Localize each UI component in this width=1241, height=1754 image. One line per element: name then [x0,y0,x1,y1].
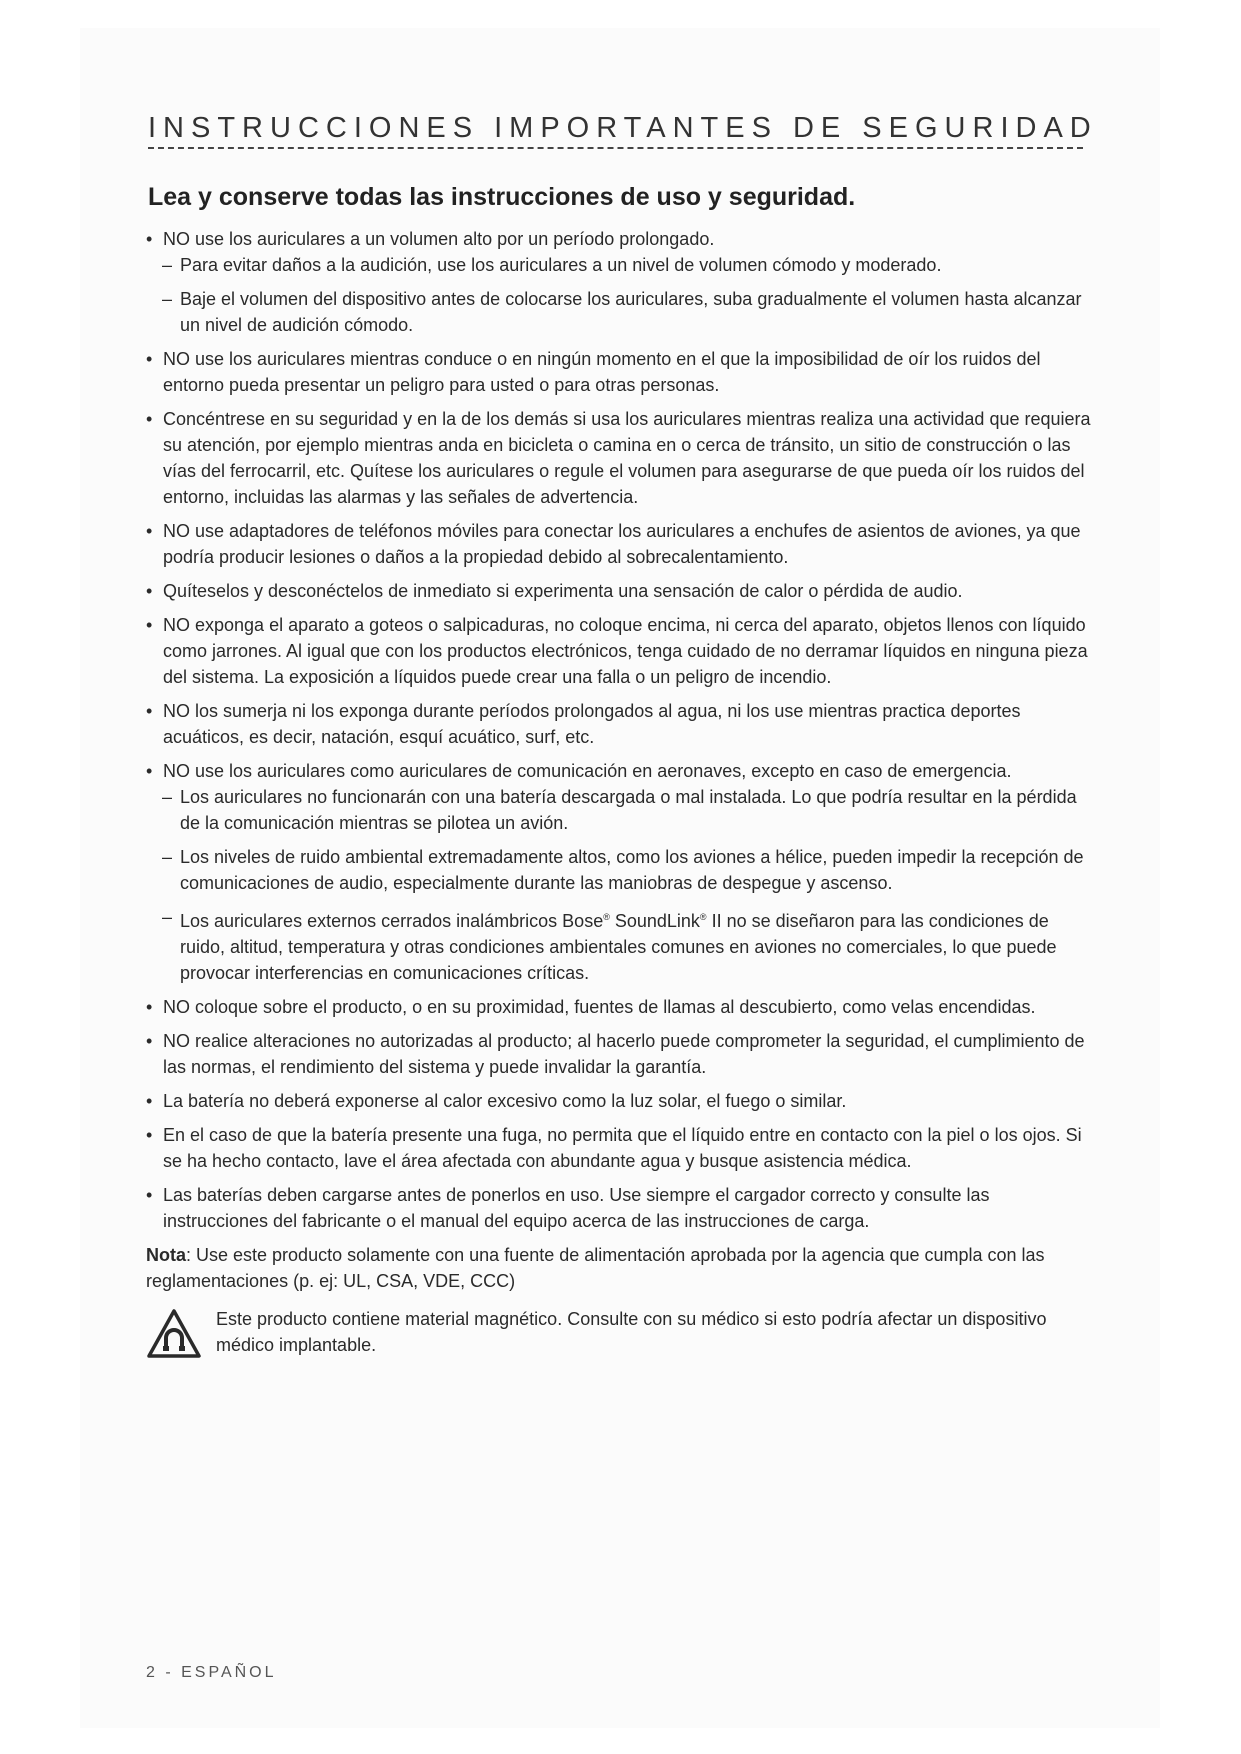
text-part: Los auriculares externos cerrados inalámbricos Bose [180,911,604,931]
warning-text: Este producto contiene material magnético. Consulte con su médico si esto podría afectar un dispositivo médico implantable. [216,1309,1047,1355]
sub-list-item [146,844,1091,896]
magnetic-warning [146,1306,1091,1366]
bullet: • [146,701,153,721]
magnet-warning-icon [146,1308,202,1360]
sub-list-item [146,252,1091,278]
item-text: NO use los auriculares como auriculares de comunicación en aeronaves, excepto en caso de emergencia. [163,761,1012,781]
bullet: • [146,997,153,1017]
list-item [146,1028,1091,1080]
dash: – [162,907,173,927]
bullet: • [146,1031,153,1051]
registered-mark: ® [699,912,707,922]
dashed-divider [148,147,1083,149]
list-item [146,226,1091,252]
note-text: : Use este producto solamente con una fuente de alimentación aprobada por la agencia que cumpla con las reglamentaciones (p. ej: UL, CSA, VDE, CCC) [146,1245,1045,1291]
item-text: NO use los auriculares mientras conduce o en ningún momento en el que la imposibilidad de oír los ruidos del entorno pueda presentar un peligro para usted o para otras personas. [163,349,1041,395]
item-text [180,911,1057,983]
page-footer: 2 - ESPAÑOL [146,1664,277,1681]
dash: – [162,255,173,275]
sub-list-item [146,286,1091,338]
bullet: • [146,409,153,429]
list-item [146,1088,1091,1114]
item-text: NO exponga el aparato a goteos o salpicaduras, no coloque encima, ni cerca del aparato, objetos llenos con líquido como jarrones. Al igual que con los productos electrónicos, tenga cuidado de no derramar líquidos en ninguna pieza del sistema. La exposición a líquidos puede crear una falla o un peligro de incendio. [163,615,1088,687]
item-text: NO use adaptadores de teléfonos móviles para conectar los auriculares a enchufes de asientos de aviones, ya que podría producir lesiones o daños a la propiedad debido al sobrecalentamiento. [163,521,1081,567]
list-item [146,612,1091,690]
dash: – [162,847,173,867]
list-item [146,994,1091,1020]
item-text: Los auriculares no funcionarán con una batería descargada o mal instalada. Lo que podría resultar en la pérdida de la comunicación mientras se pilotea un avión. [180,787,1077,833]
list-item [146,578,1091,604]
text-part: SoundLink [609,911,700,931]
list-item [146,698,1091,750]
bullet: • [146,761,153,781]
item-text: Para evitar daños a la audición, use los auriculares a un nivel de volumen cómodo y moderado. [180,255,942,275]
list-item [146,346,1091,398]
dash: – [162,787,173,807]
dash: – [162,289,173,309]
item-text: NO realice alteraciones no autorizadas al producto; al hacerlo puede comprometer la seguridad, el cumplimiento de las normas, el rendimiento del sistema y puede invalidar la garantía. [163,1031,1085,1077]
sub-list-item [146,784,1091,836]
item-text: Baje el volumen del dispositivo antes de colocarse los auriculares, suba gradualmente el volumen hasta alcanzar un nivel de audición cómodo. [180,289,1082,335]
item-text: Las baterías deben cargarse antes de ponerlos en uso. Use siempre el cargador correcto y consulte las instrucciones del fabricante o el manual del equipo acerca de las instrucciones de carga. [163,1185,990,1231]
item-text: NO use los auriculares a un volumen alto por un período prolongado. [163,229,715,249]
bullet: • [146,521,153,541]
note-label: Nota [146,1245,186,1265]
page-title: INSTRUCCIONES IMPORTANTES DE SEGURIDAD [148,112,1098,144]
bullet: • [146,1091,153,1111]
item-text: La batería no deberá exponerse al calor excesivo como la luz solar, el fuego o similar. [163,1091,847,1111]
registered-mark: ® [603,912,610,922]
list-item [146,1122,1091,1174]
bullet: • [146,1125,153,1145]
sub-list-item [146,904,1091,986]
bullet: • [146,1185,153,1205]
list-item [146,406,1091,510]
bullet: • [146,615,153,635]
section-subtitle: Lea y conserve todas las instrucciones de uso y seguridad. [148,183,856,211]
item-text: En el caso de que la batería presente una fuga, no permita que el líquido entre en contacto con la piel o los ojos. Si se ha hecho contacto, lave el área afectada con abundante agua y busque asistencia médica. [163,1125,1082,1171]
item-text: Concéntrese en su seguridad y en la de los demás si usa los auriculares mientras realiza una actividad que requiera su atención, por ejemplo mientras anda en bicicleta o camina en o cerca de tránsito, un sitio de construcción o las vías del ferrocarril, etc. Quítese los auriculares o regule el volumen para asegurarse de que pueda oír los ruidos del entorno, incluidas las alarmas y las señales de advertencia. [163,409,1091,507]
safety-instructions [146,226,1091,1366]
item-text: Los niveles de ruido ambiental extremadamente altos, como los aviones a hélice, pueden impedir la recepción de comunicaciones de audio, especialmente durante las maniobras de despegue y ascenso. [180,847,1084,893]
note-paragraph [146,1242,1091,1294]
list-item [146,518,1091,570]
bullet: • [146,229,153,249]
item-text: NO coloque sobre el producto, o en su proximidad, fuentes de llamas al descubierto, como velas encendidas. [163,997,1036,1017]
text-part: II no se diseñaron para las condiciones de ruido, altitud, temperatura y otras condiciones ambientales comunes en aviones no comerciales, lo que puede provocar interferencias en comunicaciones críticas. [180,911,1057,983]
item-text: NO los sumerja ni los exponga durante períodos prolongados al agua, ni los use mientras practica deportes acuáticos, es decir, natación, esquí acuático, surf, etc. [163,701,1021,747]
bullet: • [146,581,153,601]
bullet: • [146,349,153,369]
item-text: Quíteselos y desconéctelos de inmediato si experimenta una sensación de calor o pérdida de audio. [163,581,963,601]
list-item [146,1182,1091,1234]
list-item [146,758,1091,784]
